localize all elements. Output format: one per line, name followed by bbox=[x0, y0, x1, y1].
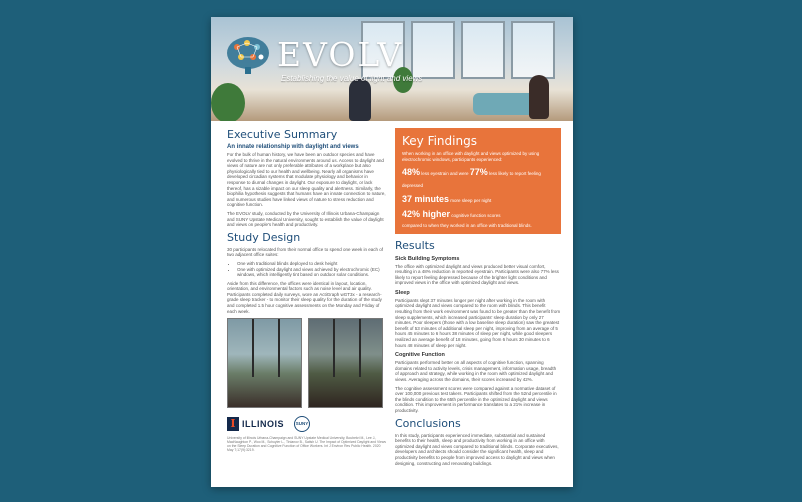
stat-text: less likely to report feeling depressed bbox=[402, 171, 541, 188]
window-mullion bbox=[252, 319, 254, 377]
window-mullion bbox=[333, 319, 335, 377]
list-item: • One with optimized daylight and views achieved by electrochromic (EC) windows, which intelligently tint based on outdoor solar conditions. bbox=[237, 267, 387, 278]
partner-logos bbox=[227, 416, 387, 432]
person-figure bbox=[529, 75, 549, 119]
person-figure bbox=[349, 79, 371, 121]
cognitive-text: The cognitive assessment scores were compared against a normative dataset of over 100,000 previous test takers. Participants shifted from the 52nd percentile in the blinds condition to the 65th percentile in the optimized daylight and views condition. This improvement in performance translates to a 21% increase in productivity. bbox=[395, 385, 557, 413]
sick-building-text: The office with optimized daylight and views produced better visual comfort, resulting in a 48% reduction in reported eyestrain. Participants were also 77% less likely to report feeling depressed because of the brighter light conditions and improved views in the office with optimized daylight and views. bbox=[395, 263, 559, 286]
stat-text: less eyestrain and were bbox=[420, 171, 470, 176]
stat-value: 42% higher bbox=[402, 209, 451, 219]
cognitive-text: Participants performed better on all aspects of cognitive function, spanning domains related to activity levels, crisis management, information usage, breadth of approach and strategy, while working in the room with optimized daylight and views. Averaging across the domains, their scores increased by 42%. bbox=[395, 360, 557, 382]
executive-summary-paragraph: For the bulk of human history, we have been an outdoor species and have evolved to thrive in the natural environments around us. Access to daylight and views of nature are not only preferable attributes of a workplace but also physiologically tied to our health and wellbeing. Nearly all organisms have developed circadian systems that modulate physiology and behavior in response to diurnal changes in daylight. Our exposure to daylight, or lack thereof, has a sizable impact on our sleep quality and alertness. Similarly, the biophilia hypothesis suggests that humans have an innate connection to nature, and numerous studies have linked views of nature to stress reduction and cognitive function. bbox=[227, 152, 386, 208]
stat-value: 37 minutes bbox=[402, 194, 450, 204]
cognitive-heading: Cognitive Function bbox=[395, 352, 445, 359]
results-heading: Results bbox=[395, 238, 435, 252]
sleep-text: Participants slept 37 minutes longer per night after working in the room with optimized daylight and views compared to the room with blinds. This benefit resulting from their work environment was found to be greater than the benefit from sleep supplements, which increased participants' sleep duration by only 27 minutes. Poor sleepers (those with a low baseline sleep duration) saw the greatest benefit of 53 minutes of additional sleep per night, improving from an average of 5 hours 45 minutes to 6 hours 38 minutes of sleep per night, while good sleepers realized an average benefit of 18 minutes, going from 6 hours 30 minutes to 6 hours 48 minutes of sleep per night. bbox=[395, 297, 561, 348]
key-findings-box bbox=[395, 128, 561, 234]
list-item: • One with traditional blinds deployed to desk height bbox=[237, 261, 387, 267]
stat-text: cognitive function scores bbox=[450, 213, 501, 218]
sofa-decor bbox=[473, 93, 535, 115]
citation-footnote: University of Illinois Urbana-Champaign and SUNY Upstate Medical University, Boubekri M., Lee J., MacNaughton P., Woo M., Schuyler L., Tinianov B., Satish U. The Impact of Optimized Daylight and Views on the Sleep Duration and Cognitive Function of Office Workers. Int J Environ Res Public Health. 2020 May 7;17(9):3219. bbox=[227, 436, 386, 453]
study-design-list bbox=[227, 261, 387, 278]
key-findings-outro: compared to when they worked in an office with traditional blinds. bbox=[402, 223, 532, 228]
stat-value: 77% bbox=[469, 167, 488, 177]
key-finding-cognitive bbox=[402, 208, 554, 220]
office-photos bbox=[227, 318, 387, 408]
key-findings-intro: When working in an office with daylight and views optimized by using electrochromic windows, participants experienced: bbox=[402, 151, 540, 162]
conclusions-heading: Conclusions bbox=[395, 416, 461, 430]
stat-value: 48% bbox=[402, 167, 421, 177]
window-mullion bbox=[278, 319, 280, 377]
study-design-intro: 30 participants relocated from their normal office to spend one week in each of two adjacent office suites: bbox=[227, 246, 384, 258]
executive-summary-paragraph: The EVOLV study, conducted by the University of Illinois Urbana-Champaign and SUNY Upstate Medical University, sought to establish the value of daylight and views on people's health and productivity. bbox=[227, 210, 384, 228]
left-column bbox=[227, 128, 387, 452]
illinois-wordmark: ILLINOIS bbox=[242, 419, 284, 430]
study-design-heading: Study Design bbox=[227, 230, 301, 244]
sleep-heading: Sleep bbox=[395, 289, 410, 296]
document-page bbox=[211, 17, 573, 487]
executive-summary-subheading: An innate relationship with daylight and views bbox=[227, 144, 359, 150]
window-decor bbox=[511, 21, 555, 79]
tagline: Establishing the value of light and views bbox=[281, 74, 423, 83]
key-finding-sleep bbox=[402, 193, 554, 205]
conclusions-text: In this study, participants experienced immediate, substantial and sustained benefits to their health, sleep and productivity from working in an office with optimized daylight and views compared to traditional blinds. Corporate executives, developers and architects should consider the significant health, sleep and productivity benefits to people from improved access to daylight and views when designing, constructing and renovating buildings. bbox=[395, 432, 559, 466]
right-column bbox=[395, 128, 561, 469]
stat-text: more sleep per night bbox=[449, 198, 492, 203]
window-decor bbox=[411, 21, 455, 79]
plant-decor bbox=[211, 83, 245, 121]
window-decor bbox=[461, 21, 505, 79]
sick-building-heading: Sick Building Symptoms bbox=[395, 255, 460, 262]
suny-logo: SUNY bbox=[294, 416, 310, 432]
office-photo-blinds bbox=[227, 318, 302, 408]
illinois-mark-icon: I bbox=[227, 417, 239, 431]
executive-summary-heading: Executive Summary bbox=[227, 128, 338, 141]
key-finding-eyestrain bbox=[402, 166, 554, 190]
study-design-paragraph: Aside from this difference, the offices were identical in layout, location, orientation, and environmental factors such as noise level and air quality. Participants completed daily surveys, wore an ActiGraph wGT3x - a research-grade sleep tracker - to monitor their sleep quality for the duration of the study and completed 1.5 hour cognitive assessments on the Monday and Friday of each week. bbox=[227, 280, 382, 314]
key-findings-heading: Key Findings bbox=[402, 134, 477, 148]
illinois-logo bbox=[227, 417, 284, 431]
header-photo bbox=[211, 17, 573, 121]
brain-logo-icon bbox=[225, 35, 271, 75]
window-mullion bbox=[359, 319, 361, 377]
office-photo-electrochromic bbox=[308, 318, 383, 408]
logo-text: EVOLV bbox=[277, 35, 404, 74]
